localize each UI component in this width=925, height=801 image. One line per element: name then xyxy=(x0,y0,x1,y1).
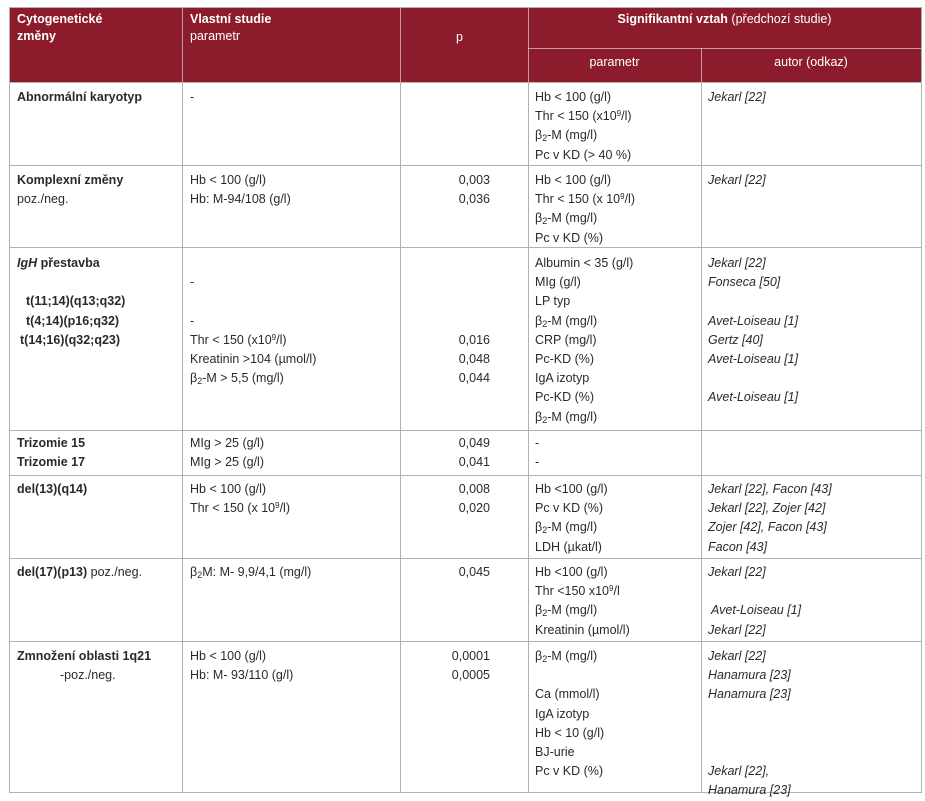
authors: Jekarl [22], Facon [43] Jekarl [22], Zojer [42] Zojer [42], Facon [43] Facon [43] xyxy=(708,482,832,554)
authors: Jekarl [22] Avet-Loiseau [1] Jekarl [22] xyxy=(708,565,802,637)
header-prev-parameter: parametr xyxy=(589,55,640,69)
table-row-del17 xyxy=(10,558,921,641)
p-values: 0,045 xyxy=(458,565,490,579)
row-label: IgH přestavba t(11;14)(q13;q32) t(4;14)(p16;q32) t(14;16)(q32;q23) xyxy=(17,256,126,347)
authors: Jekarl [22] xyxy=(708,173,766,187)
own-params: $\beta_2M$: M- 9,9/4,1 (mg/l) xyxy=(190,565,312,580)
prev-params: - - xyxy=(535,436,540,470)
data-table xyxy=(9,7,922,798)
row-label: Trizomie 15 Trizomie 17 xyxy=(17,436,86,470)
table-row-del13 xyxy=(10,475,921,558)
p-values: 0,0001 0,0005 xyxy=(451,649,490,683)
own-params: Hb < 100 (g/l) Hb: M-94/108 (g/l) xyxy=(190,173,291,207)
own-params: - - Thr < 150 $(x10^9/l)$ Kreatinin >104 (µmol/l) $\beta_2-M > 5,5$ (mg/l) xyxy=(190,275,317,387)
row-label: Zmnožení oblasti 1q21 -poz./neg. xyxy=(17,649,152,683)
p-values: 0,049 0,041 xyxy=(458,436,490,470)
prev-params: Hb <100 (g/l) Thr <150 $x10^9/l$ $\beta_2-M$ (mg/l) Kreatinin (µmol/l) xyxy=(535,565,630,637)
p-values: 0,016 0,048 0,044 xyxy=(458,332,490,386)
own-params: MIg > 25 (g/l) MIg > 25 (g/l) xyxy=(190,436,264,470)
prev-params: Hb <100 (g/l) Pc v KD (%) $\beta_2-M$ (mg/l) LDH (µkat/l) xyxy=(535,482,608,554)
prev-params: Hb < 100 (g/l) Thr < 150 (x $10^9/l$) $\beta_2-M$ (mg/l) Pc v KD (%) xyxy=(535,173,635,245)
prev-params: Hb < 100 (g/l) Thr < 150 $(x10^9/l)$ $\beta_2-M$ (mg/l) Pc v KD (> 40 %) xyxy=(535,90,632,162)
header-p: p xyxy=(456,30,463,44)
own-params: Hb < 100 (g/l) Thr < 150 (x $10^9/l$) xyxy=(190,482,290,516)
authors: Jekarl [22] Fonseca [50] Avet-Loiseau [1] Gertz [40] Avet-Loiseau [1] Avet-Loiseau [1] xyxy=(708,256,799,405)
own-params: Hb < 100 (g/l) Hb: M- 93/110 (g/l) xyxy=(190,649,294,683)
row-label: del(13)(q14) xyxy=(17,482,88,496)
prev-params: $\beta_2-M$ (mg/l) Ca (mmol/l) IgA izotyp Hb < 10 (g/l) BJ-urie Pc v KD (%) xyxy=(535,649,605,779)
header-own-study: Vlastní studie xyxy=(190,12,272,26)
authors: Jekarl [22] xyxy=(708,90,766,104)
prev-params: Albumin < 35 (g/l) MIg (g/l) LP typ $\beta_2-M$ (mg/l) CRP (mg/l) Pc-KD (%) IgA izotyp Pc-KD (%) $\beta_2-M$ (mg/l) xyxy=(535,256,634,425)
p-values: 0,008 0,020 xyxy=(458,482,490,516)
table-row-complex-changes xyxy=(10,165,921,247)
header-cytogenetic-changes: Cytogenetické změny xyxy=(17,12,103,43)
table-row-abnormal-karyotype xyxy=(10,82,921,165)
table-row-igh-rearrangement xyxy=(10,247,921,430)
row-label: Abnormální karyotyp xyxy=(17,90,143,104)
table-row-1q21 xyxy=(10,641,921,798)
table-header xyxy=(10,8,921,82)
header-author: autor (odkaz) xyxy=(774,55,848,69)
own-param: - xyxy=(190,90,195,104)
header-own-parameter: parametr xyxy=(190,29,241,43)
row-label: del(17)(p13) poz./neg. xyxy=(17,565,143,579)
authors: Jekarl [22] Hanamura [23] Hanamura [23] Jekarl [22], Hanamura [23] xyxy=(708,649,791,798)
row-label: Komplexní změny poz./neg. xyxy=(17,173,124,207)
p-values: 0,003 0,036 xyxy=(458,173,490,207)
header-significant-relation: Signifikantní vztah (předchozí studie) xyxy=(617,12,832,26)
table-row-trisomy xyxy=(10,430,921,475)
